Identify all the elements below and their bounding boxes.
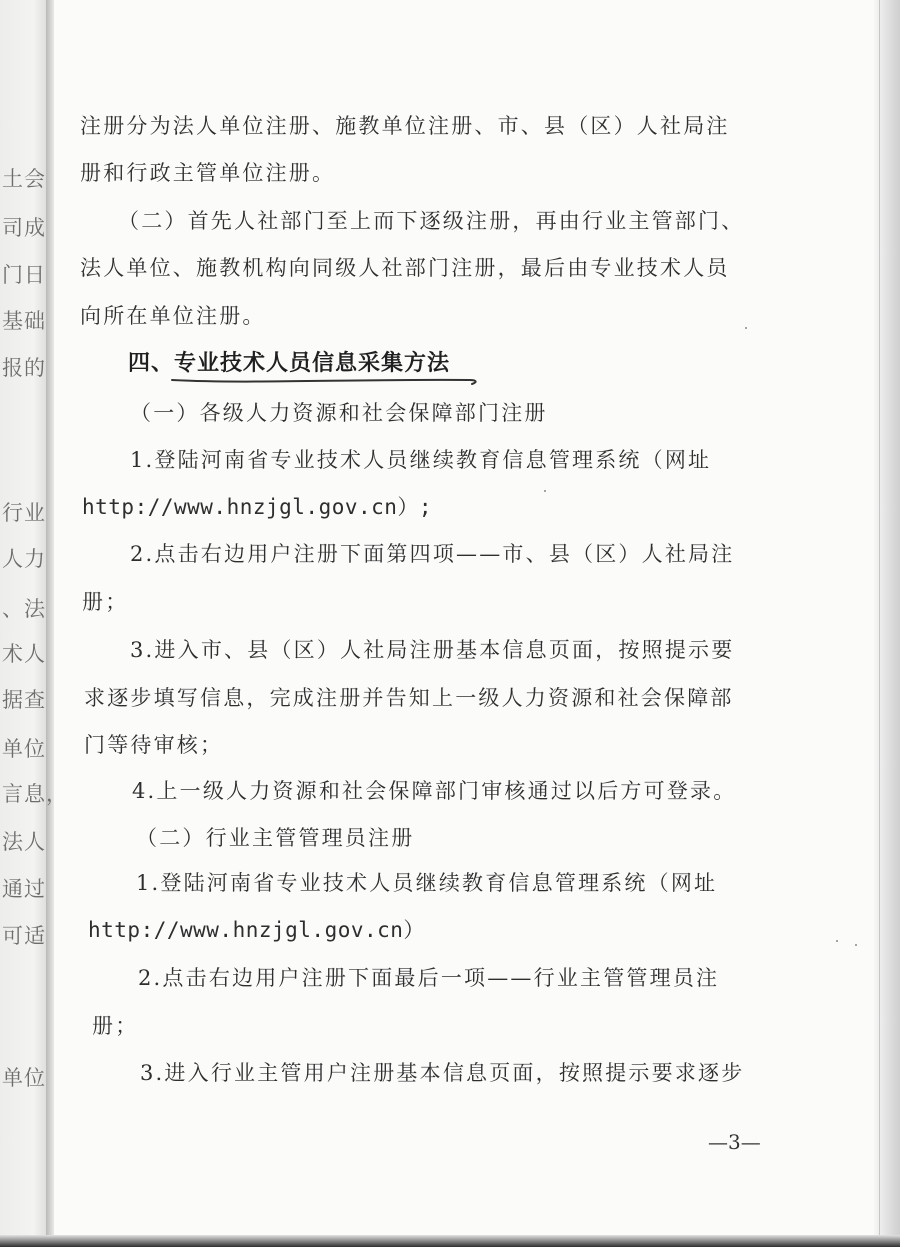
page-number: —3— xyxy=(708,1130,761,1154)
margin-fragment: 行业 xyxy=(2,501,46,525)
margin-fragment: 可适 xyxy=(2,924,46,948)
margin-fragment: 通过 xyxy=(2,877,46,901)
paragraph-line: 1.登陆河南省专业技术人员继续教育信息管理系统（网址 xyxy=(130,448,712,472)
scan-bottom-edge xyxy=(0,1235,900,1247)
margin-fragment: 报的 xyxy=(2,356,46,380)
margin-fragment: 言息， xyxy=(2,782,68,806)
paragraph-line: （二）行业主管管理员注册 xyxy=(136,826,415,850)
url-line: http://www.hnzjgl.gov.cn） xyxy=(88,918,425,942)
paragraph-line: 3.进入市、县（区）人社局注册基本信息页面，按照提示要 xyxy=(130,638,735,662)
binding-shadow xyxy=(46,0,54,1247)
handwritten-underline xyxy=(170,375,480,389)
paragraph-line: 3.进入行业主管用户注册基本信息页面，按照提示要求逐步 xyxy=(140,1061,745,1085)
paragraph-line: 1.登陆河南省专业技术人员继续教育信息管理系统（网址 xyxy=(136,871,718,895)
margin-fragment: 术人 xyxy=(2,642,46,666)
margin-fragment: 司成 xyxy=(2,216,46,240)
paragraph-line: （二）首先人社部门至上而下逐级注册，再由行业主管部门、 xyxy=(118,209,745,233)
scan-speck xyxy=(544,490,546,492)
paragraph-line: 4.上一级人力资源和社会保障部门审核通过以后方可登录。 xyxy=(132,779,737,803)
paragraph-line: 求逐步填写信息，完成注册并告知上一级人力资源和社会保障部 xyxy=(84,686,734,710)
margin-fragment: 单位 xyxy=(2,1066,46,1090)
paragraph-line: 法人单位、施教机构向同级人社部门注册，最后由专业技术人员 xyxy=(80,256,730,280)
margin-fragment: 据查 xyxy=(2,688,46,712)
scan-right-edge xyxy=(874,0,900,1247)
margin-fragment: 土会 xyxy=(2,167,46,191)
section-heading: 四、专业技术人员信息采集方法 xyxy=(128,351,451,376)
paragraph-line: （一）各级人力资源和社会保障部门注册 xyxy=(130,401,548,425)
margin-fragment: 单位 xyxy=(2,737,46,761)
paragraph-line: 册； xyxy=(92,1014,139,1038)
scan-edge-line xyxy=(879,0,880,1247)
paragraph-line: 向所在单位注册。 xyxy=(80,304,266,328)
url-line: http://www.hnzjgl.gov.cn）; xyxy=(82,495,433,519)
scan-speck xyxy=(745,327,747,329)
margin-fragment: 人力 xyxy=(2,547,46,571)
paragraph-line: 2.点击右边用户注册下面最后一项——行业主管管理员注 xyxy=(138,966,720,990)
margin-fragment: 法人 xyxy=(2,830,46,854)
paragraph-line: 注册分为法人单位注册、施教单位注册、市、县（区）人社局注 xyxy=(80,114,730,138)
paragraph-line: 册； xyxy=(82,590,129,614)
paragraph-line: 2.点击右边用户注册下面第四项——市、县（区）人社局注 xyxy=(130,542,735,566)
paragraph-line: 门等待审核； xyxy=(84,733,224,757)
margin-fragment: 门日 xyxy=(2,263,46,287)
margin-fragment: 、法 xyxy=(2,597,46,621)
paragraph-line: 册和行政主管单位注册。 xyxy=(80,161,336,185)
margin-fragment: 基础 xyxy=(2,309,46,333)
scan-speck xyxy=(836,940,838,942)
scan-speck xyxy=(855,944,857,946)
